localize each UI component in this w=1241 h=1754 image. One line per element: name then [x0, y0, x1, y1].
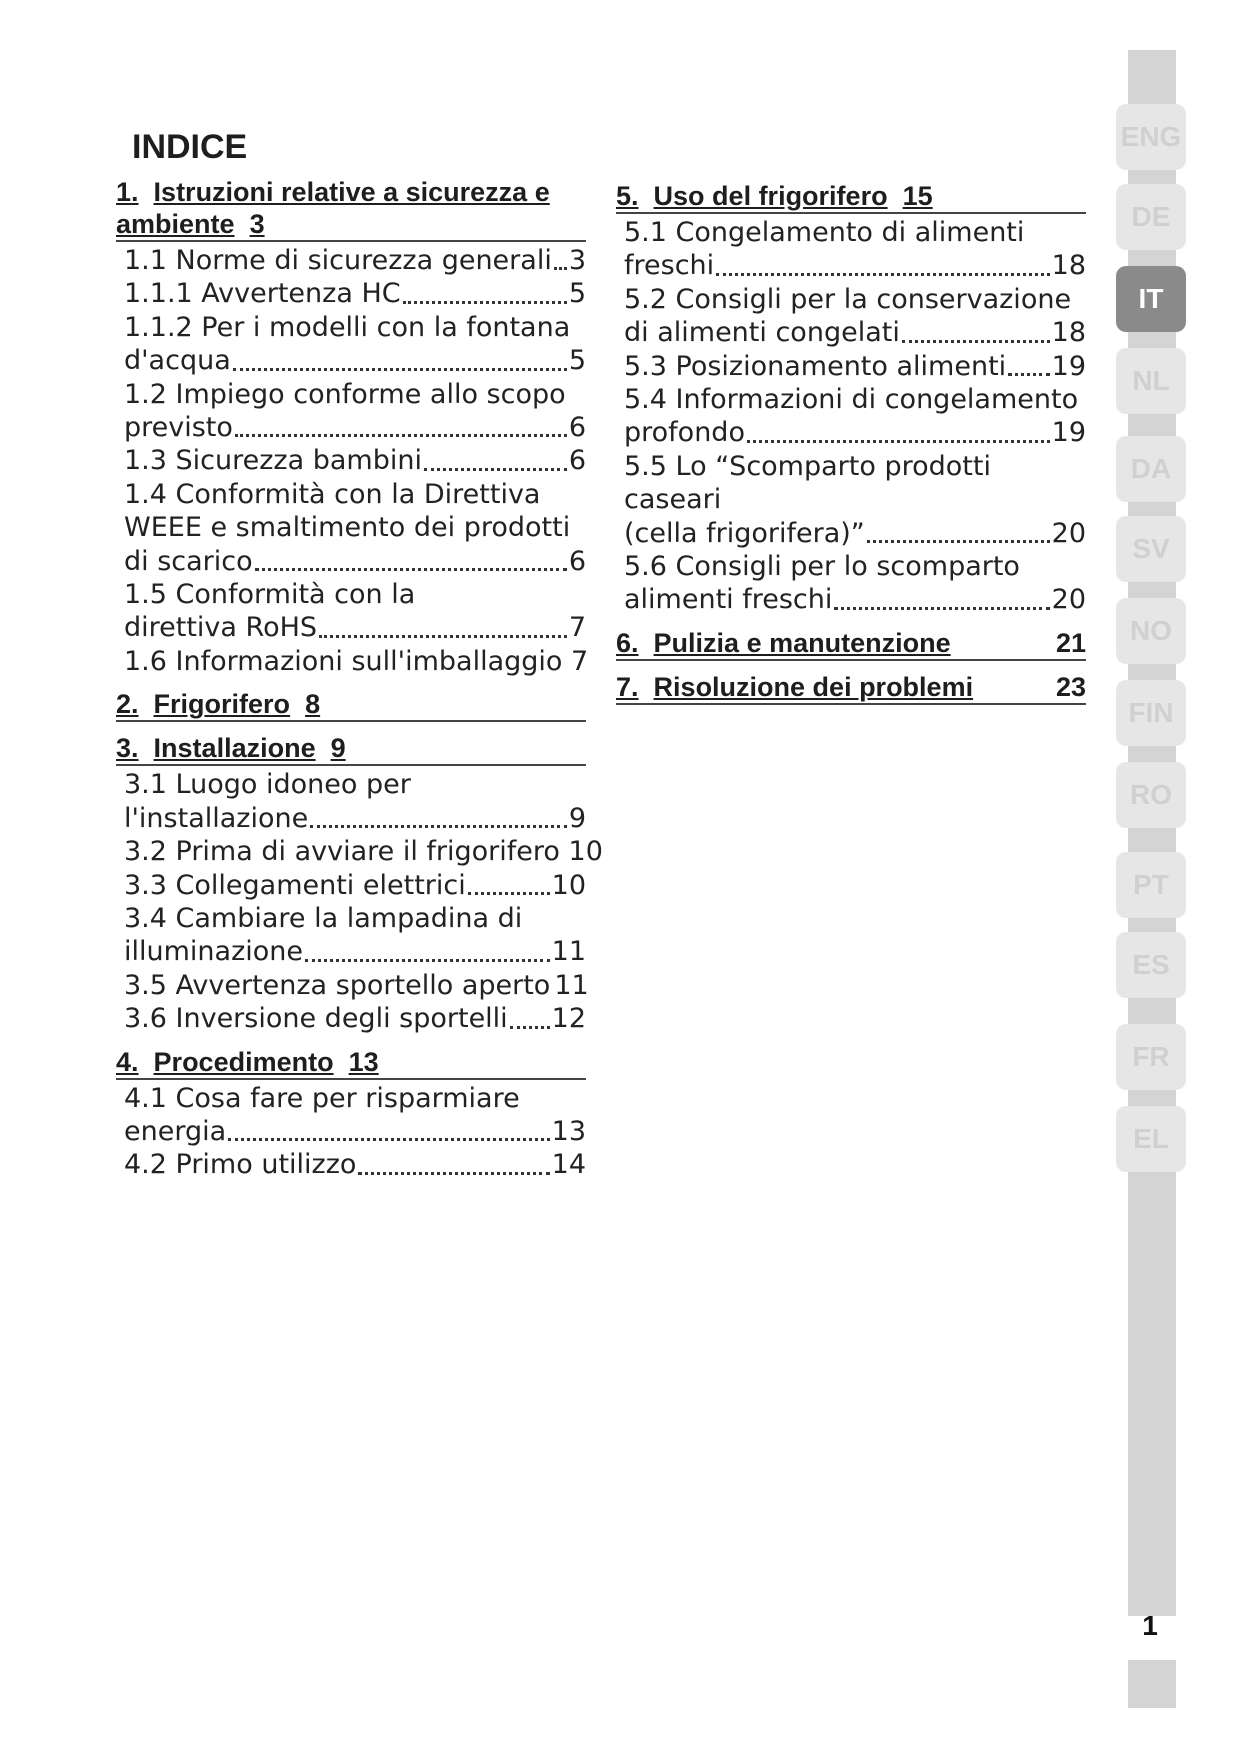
toc-entry-1-1-1[interactable]: 1.1.1 Avvertenza HC 5 [124, 278, 586, 310]
tab-nl[interactable]: NL [1116, 348, 1186, 414]
tab-el[interactable]: EL [1116, 1106, 1186, 1172]
footer-tab-block [1128, 1660, 1176, 1708]
tab-fin[interactable]: FIN [1116, 680, 1186, 746]
toc-entry-3-4[interactable]: 3.4 Cambiare la lampadina di illuminazione 11 [124, 902, 586, 968]
toc-entry-1-6[interactable]: 1.6 Informazioni sull'imballaggio 7 [124, 645, 589, 677]
toc-entry-3-1[interactable]: 3.1 Luogo idoneo per l'installazione 9 [124, 769, 586, 834]
toc-left-column [116, 176, 603, 1182]
toc-entry-3-2[interactable]: 3.2 Prima di avviare il frigorifero 10 [124, 836, 603, 868]
toc-right-column [616, 180, 1086, 707]
toc-entry-5-4[interactable]: 5.4 Informazioni di congelamento profondo 19 [624, 384, 1086, 449]
toc-entry-1-1-2[interactable]: 1.1.2 Per i modelli con la fontana d'acqua 5 [124, 311, 586, 377]
toc-entry-1-1[interactable]: 1.1 Norme di sicurezza generali 3 [124, 245, 586, 276]
toc-entry-5-5[interactable]: 5.5 Lo “Scomparto prodotti caseari (cella frigorifera)” 20 [624, 450, 1086, 549]
tab-sv[interactable]: SV [1116, 516, 1186, 582]
tab-it[interactable]: IT [1116, 266, 1186, 332]
toc-entry-1-5[interactable]: 1.5 Conformità con la direttiva RoHS 7 [124, 579, 586, 644]
toc-section-1[interactable]: 1. Istruzioni relative a sicurezza e ambiente 3 [116, 176, 586, 242]
toc-entry-3-6[interactable]: 3.6 Inversione degli sportelli 12 [124, 1003, 586, 1035]
tab-de[interactable]: DE [1116, 184, 1186, 250]
toc-entry-5-1[interactable]: 5.1 Congelamento di alimenti freschi 18 [624, 217, 1086, 282]
tab-fr[interactable]: FR [1116, 1024, 1186, 1090]
tab-pt[interactable]: PT [1116, 852, 1186, 918]
toc-section-7[interactable]: 7. Risoluzione dei problemi 23 [616, 671, 1086, 705]
toc-entry-5-3[interactable]: 5.3 Posizionamento alimenti 19 [624, 350, 1086, 382]
toc-entry-3-5[interactable]: 3.5 Avvertenza sportello aperto 11 [124, 969, 589, 1001]
toc-section-6[interactable]: 6. Pulizia e manutenzione 21 [616, 627, 1086, 661]
toc-entry-1-3[interactable]: 1.3 Sicurezza bambini 6 [124, 445, 586, 477]
toc-section-3[interactable]: 3. Installazione 9 [116, 732, 586, 766]
toc-section-4[interactable]: 4. Procedimento 13 [116, 1046, 586, 1080]
tab-da[interactable]: DA [1116, 436, 1186, 502]
toc-section-2[interactable]: 2. Frigorifero 8 [116, 688, 586, 722]
toc-entry-5-2[interactable]: 5.2 Consigli per la conservazione di alimenti congelati 18 [624, 283, 1086, 349]
toc-section-5[interactable]: 5. Uso del frigorifero 15 [616, 180, 1086, 214]
toc-entry-4-2[interactable]: 4.2 Primo utilizzo 14 [124, 1149, 586, 1181]
toc-entry-3-3[interactable]: 3.3 Collegamenti elettrici 10 [124, 869, 586, 901]
page-title: INDICE [132, 128, 248, 166]
toc-entry-1-4[interactable]: 1.4 Conformità con la Direttiva WEEE e smaltimento dei prodotti di scarico 6 [124, 478, 586, 577]
page-number: 1 [1142, 1610, 1158, 1641]
tab-ro[interactable]: RO [1116, 762, 1186, 828]
toc-entry-4-1[interactable]: 4.1 Cosa fare per risparmiare energia 13 [124, 1082, 586, 1147]
toc-entry-1-2[interactable]: 1.2 Impiego conforme allo scopo previsto 6 [124, 378, 586, 444]
toc-entry-5-6[interactable]: 5.6 Consigli per lo scomparto alimenti freschi 20 [624, 551, 1086, 616]
tab-es[interactable]: ES [1116, 932, 1186, 998]
tab-no[interactable]: NO [1116, 598, 1186, 664]
tab-eng[interactable]: ENG [1116, 104, 1186, 170]
